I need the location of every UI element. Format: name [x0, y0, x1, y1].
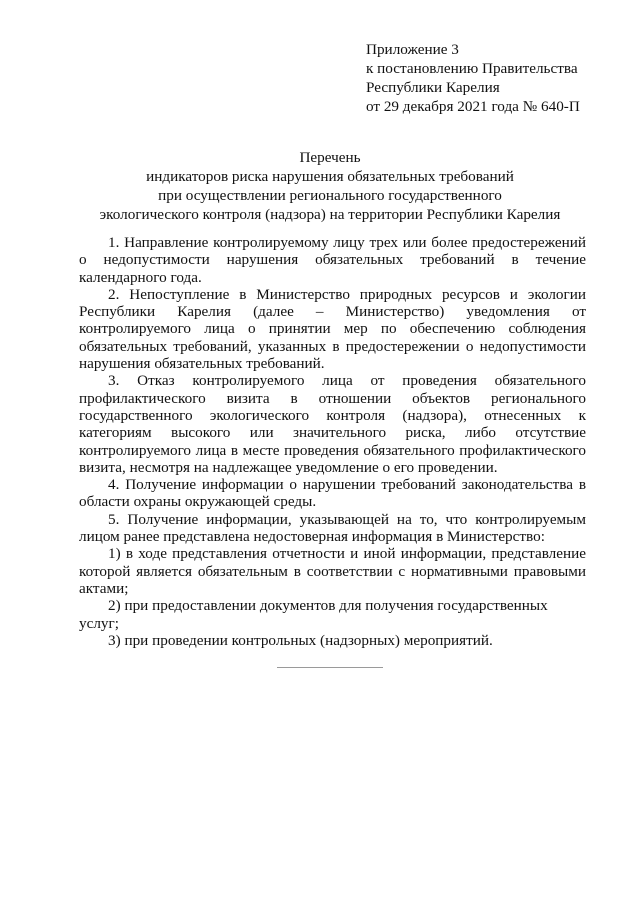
- list-item-5: 5. Получение информации, указывающей на то, что контролируемым лицом ранее представлена недостоверная информация в Министерство:: [79, 510, 586, 546]
- list-item-3: 3. Отказ контролируемого лица от проведения обязательного профилактического визита в отношении объектов регионального государственного экологического контроля (надзора), отнесенных к категориям высокого или значительного риска, либо отсутствие контролируемого лица в месте проведения обязательного профилактического визита, несмотря на надлежащее уведомление о его проведении.: [79, 372, 586, 476]
- document-title: [60, 148, 600, 224]
- list-item-4: 4. Получение информации о нарушении требований законодательства в области охраны окружающей среды.: [79, 476, 586, 511]
- indicator-list: [79, 234, 586, 649]
- title-subtitle-line-3: экологического контроля (надзора) на территории Республики Карелия: [99, 206, 561, 223]
- title-subtitle-line-1: индикаторов риска нарушения обязательных требований: [146, 168, 514, 185]
- title-subtitle-line-2: при осуществлении регионального государственного: [158, 187, 502, 204]
- list-item-1: 1. Направление контролируемому лицу трех или более предостережений о недопустимости нарушения обязательных требований в течение календарного года.: [79, 234, 586, 286]
- appendix-line-resolution: к постановлению Правительства: [366, 60, 578, 77]
- appendix-line-date: от 29 декабря 2021 года № 640-П: [366, 98, 580, 115]
- end-divider: [277, 667, 383, 668]
- appendix-header: [366, 40, 616, 116]
- list-subitem-3: 3) при проведении контрольных (надзорных) мероприятий.: [108, 631, 493, 649]
- appendix-line-number: Приложение 3: [366, 41, 459, 58]
- list-subitem-1: 1) в ходе представления отчетности и иной информации, представление которой является обязательным в соответствии с нормативными правовыми актами;: [79, 545, 586, 597]
- appendix-line-republic: Республики Карелия: [366, 79, 500, 96]
- list-item-2: 2. Непоступление в Министерство природных ресурсов и экологии Республики Карелия (далее – Министерство) уведомления от контролируемого лица о принятии мер по обеспечению соблюдения обязательных требований, указанных в предостережении о недопустимости нарушения обязательных требований.: [79, 285, 586, 373]
- list-subitem-2: 2) при предоставлении документов для получения государственных услуг;: [79, 597, 548, 632]
- title-heading: Перечень: [299, 149, 361, 166]
